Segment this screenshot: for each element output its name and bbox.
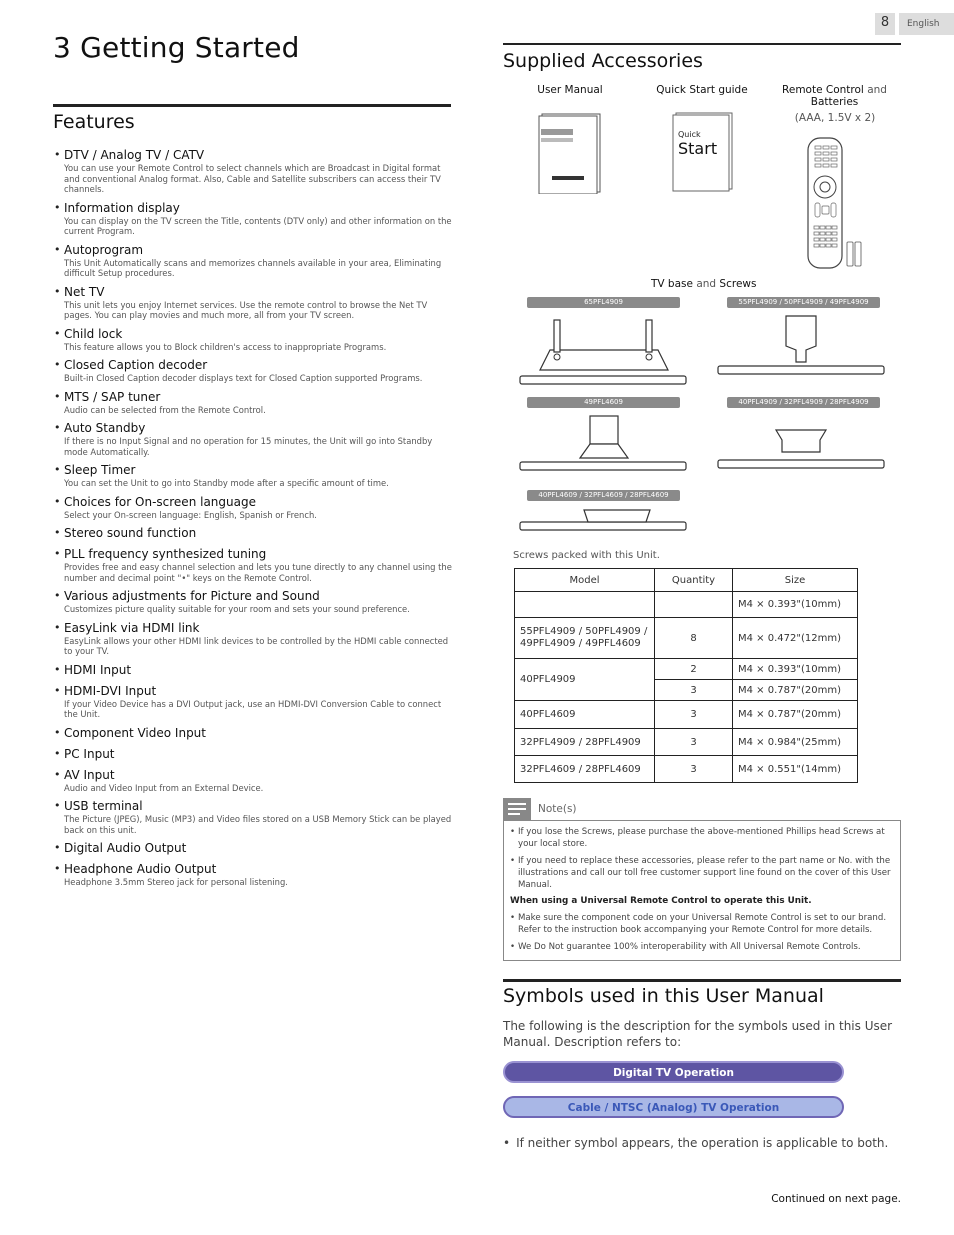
table-row: 55PFL4909 / 50PFL4909 / 49PFL4909 / 49PFL4609 8 M4 × 0.472"(12mm) — [515, 618, 858, 659]
remote-control-illustration — [804, 136, 866, 272]
stand-65-illustration — [518, 310, 688, 390]
feature-item: • Headphone Audio Output Headphone 3.5mm Stereo jack for personal listening. — [53, 862, 453, 888]
feature-item: • PLL frequency synthesized tuning Provides free and easy channel selection and lets you tune directly to any channel using the number and decimal point "•" keys on the Remote Control. — [53, 547, 453, 583]
feature-item: • Stereo sound function — [53, 526, 453, 541]
features-rule — [53, 104, 451, 107]
stand-49-illustration — [518, 410, 688, 476]
top-rule — [503, 43, 901, 45]
note-icon — [503, 798, 531, 820]
continued-note: Continued on next page. — [771, 1193, 901, 1205]
feature-item: • Sleep Timer You can set the Unit to go into Standby mode after a specific amount of time. — [53, 463, 453, 489]
table-row: 3 M4 × 0.787"(20mm) — [515, 680, 858, 701]
table-row: 32PFL4909 / 28PFL4909 3 M4 × 0.984"(25mm) — [515, 729, 858, 756]
symbols-rule — [503, 979, 901, 982]
feature-item: • Auto Standby If there is no Input Signal and no operation for 15 minutes, the Unit will go into Standby mode Automatically. — [53, 421, 453, 457]
model-tag-65: 65PFL4909 — [527, 297, 680, 308]
note-item: • We Do Not guarantee 100% interoperability with All Universal Remote Controls. — [510, 941, 895, 953]
col-header-model: Model — [515, 569, 655, 592]
feature-item: • PC Input — [53, 747, 453, 762]
accessories-title: Supplied Accessories — [503, 50, 703, 72]
note-item: • If you need to replace these accessories, please refer to the part name or No. with the illustrations and call our toll free customer support line found on the cover of this User Manual. — [510, 855, 895, 891]
model-tag-40-4609: 40PFL4609 / 32PFL4609 / 28PFL4609 — [527, 490, 680, 501]
user-manual-label: User Manual — [537, 84, 603, 96]
user-manual-illustration — [536, 112, 602, 194]
screws-caption: Screws packed with this Unit. — [513, 550, 660, 561]
qs-quick-text: Quick — [678, 130, 701, 139]
symbols-description: The following is the description for the symbols used in this User Manual. Description refers to: — [503, 1019, 893, 1049]
feature-item: • Various adjustments for Picture and Sound Customizes picture quality suitable for your room and sets your sound preference. — [53, 589, 453, 615]
table-row: 40PFL4909 2 M4 × 0.393"(10mm) — [515, 659, 858, 680]
table-row: M4 × 0.393"(10mm) — [515, 592, 858, 618]
digital-tv-symbol: Digital TV Operation — [503, 1061, 844, 1083]
feature-item: • Information display You can display on the TV screen the Title, contents (DTV only) and other information on the current Program. — [53, 201, 453, 237]
features-list — [53, 148, 453, 894]
feature-item: • HDMI-DVI Input If your Video Device has a DVI Output jack, use an HDMI-DVI Conversion Cable to connect the Unit. — [53, 684, 453, 720]
screws-table — [514, 568, 858, 783]
feature-item: • Autoprogram This Unit Automatically scans and memorizes channels available in your area, Eliminating difficult Setup procedures. — [53, 243, 453, 279]
col-header-quantity: Quantity — [655, 569, 733, 592]
chapter-title: 3 Getting Started — [53, 31, 300, 64]
table-row: 40PFL4609 3 M4 × 0.787"(20mm) — [515, 701, 858, 729]
qs-start-text: Start — [678, 139, 718, 158]
note-item: • Make sure the component code on your Universal Remote Control is set to our brand. Refer to the instruction book accompanying your Remote Control for more details. — [510, 912, 895, 936]
feature-item: • MTS / SAP tuner Audio can be selected from the Remote Control. — [53, 390, 453, 416]
bullet: • — [503, 1136, 511, 1150]
stand-40-4609-illustration — [518, 502, 688, 536]
table-row: 32PFL4609 / 28PFL4609 3 M4 × 0.551"(14mm) — [515, 756, 858, 783]
features-title: Features — [53, 111, 135, 133]
language-tab: English — [899, 13, 954, 35]
feature-item: • Child lock This feature allows you to Block children's access to inappropriate Programs. — [53, 327, 453, 353]
note-item: • If you lose the Screws, please purchase the above-mentioned Phillips head Screws at your local store. — [510, 826, 895, 850]
stand-55-illustration — [716, 310, 886, 380]
feature-item: • AV Input Audio and Video Input from an External Device. — [53, 768, 453, 794]
model-tag-40-4909: 40PFL4909 / 32PFL4909 / 28PFL4909 — [727, 397, 880, 408]
notes-title: Note(s) — [538, 803, 577, 815]
feature-item: • Component Video Input — [53, 726, 453, 741]
feature-item: • USB terminal The Picture (JPEG), Music (MP3) and Video files stored on a USB Memory Stick can be played back on this unit. — [53, 799, 453, 835]
feature-item: • Digital Audio Output — [53, 841, 453, 856]
feature-item: • Choices for On-screen language Select your On-screen language: English, Spanish or French. — [53, 495, 453, 521]
notes-bold-line: When using a Universal Remote Control to operate this Unit. — [510, 896, 812, 906]
analog-tv-symbol: Cable / NTSC (Analog) TV Operation — [503, 1096, 844, 1118]
battery-spec: (AAA, 1.5V x 2) — [794, 112, 876, 124]
remote-label: Remote Control and Batteries — [782, 84, 887, 108]
feature-item: • EasyLink via HDMI link EasyLink allows your other HDMI link devices to be controlled by the HDMI cable connected to your TV. — [53, 621, 453, 657]
notes-box — [503, 820, 901, 961]
feature-item: • DTV / Analog TV / CATV You can use your Remote Control to select channels which are Broadcast in Digital format and conventional Analog format. Also, Cable and Satellite subscribers can access their TV channels. — [53, 148, 453, 195]
col-header-size: Size — [733, 569, 858, 592]
feature-item: • Net TV This unit lets you enjoy Internet services. Use the remote control to browse the Net TV pages. You can play movies and much more, all from your TV screen. — [53, 285, 453, 321]
model-tag-55: 55PFL4909 / 50PFL4909 / 49PFL4909 — [727, 297, 880, 308]
quick-start-label: Quick Start guide — [656, 84, 748, 96]
model-tag-49: 49PFL4609 — [527, 397, 680, 408]
stand-40-4909-illustration — [716, 410, 886, 474]
feature-item: • Closed Caption decoder Built-in Closed Caption decoder displays text for Closed Caption supported Programs. — [53, 358, 453, 384]
table-header-row — [515, 569, 858, 592]
feature-item: • HDMI Input — [53, 663, 453, 678]
symbols-note: • If neither symbol appears, the operation is applicable to both. — [503, 1136, 889, 1150]
symbols-title: Symbols used in this User Manual — [503, 985, 824, 1007]
tv-base-caption: TV base and Screws — [651, 278, 757, 290]
page-number: 8 — [875, 13, 895, 35]
